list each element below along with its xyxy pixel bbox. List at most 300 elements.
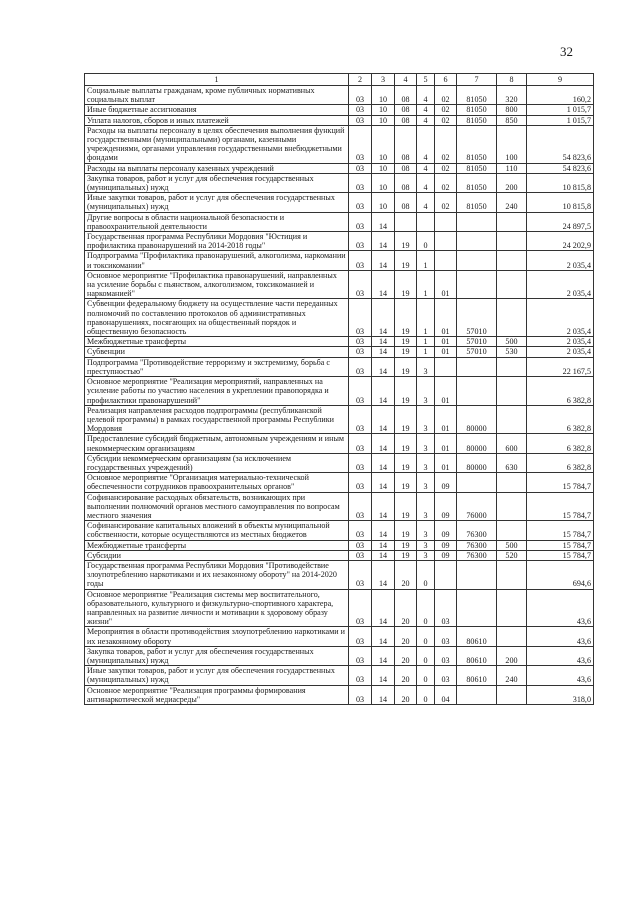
subprogram-code-cell [435, 560, 457, 589]
subprogram-code-cell: 03 [435, 589, 457, 627]
subprogram-code-cell [435, 232, 457, 251]
subsection-code-cell: 19 [395, 405, 417, 434]
section-code-cell: 14 [372, 434, 395, 453]
program-code-cell: 3 [417, 492, 435, 521]
amount-cell: 318,0 [527, 685, 594, 704]
target-article-cell: 80610 [457, 666, 497, 685]
column-header: 2 [349, 74, 372, 86]
table-row [85, 193, 594, 212]
column-header: 5 [417, 74, 435, 86]
subprogram-code-cell: 02 [435, 163, 457, 173]
section-code-cell: 10 [372, 105, 395, 115]
table-row [85, 560, 594, 589]
program-code-cell: 4 [417, 115, 435, 125]
target-article-cell: 57010 [457, 299, 497, 337]
expense-name-cell: Социальные выплаты гражданам, кроме публичных нормативных социальных выплат [85, 86, 349, 105]
subprogram-code-cell: 02 [435, 173, 457, 192]
target-article-cell: 81050 [457, 173, 497, 192]
expense-type-cell [497, 232, 527, 251]
section-code-cell: 14 [372, 357, 395, 376]
subprogram-code-cell [435, 212, 457, 231]
expense-type-cell: 240 [497, 193, 527, 212]
amount-cell: 24 897,5 [527, 212, 594, 231]
target-article-cell: 81050 [457, 86, 497, 105]
subprogram-code-cell: 03 [435, 666, 457, 685]
program-code-cell: 3 [417, 453, 435, 472]
expense-name-cell: Подпрограмма "Противодействие терроризму и экстремизму, борьба с преступностью" [85, 357, 349, 376]
subsection-code-cell: 20 [395, 666, 417, 685]
target-article-cell: 81050 [457, 125, 497, 163]
ministry-code-cell: 03 [349, 337, 372, 347]
expense-name-cell: Субсидии некоммерческим организациям (за исключением государственных учреждений) [85, 453, 349, 472]
subprogram-code-cell [435, 251, 457, 270]
subprogram-code-cell: 01 [435, 405, 457, 434]
amount-cell: 2 035,4 [527, 270, 594, 299]
subsection-code-cell: 19 [395, 473, 417, 492]
target-article-cell: 76300 [457, 521, 497, 540]
expense-name-cell: Предоставление субсидий бюджетным, автономным учреждениям и иным некоммерческим организациям [85, 434, 349, 453]
subprogram-code-cell: 02 [435, 105, 457, 115]
expense-type-cell [497, 589, 527, 627]
amount-cell: 10 815,8 [527, 193, 594, 212]
amount-cell: 54 823,6 [527, 125, 594, 163]
ministry-code-cell: 03 [349, 646, 372, 665]
program-code-cell: 4 [417, 86, 435, 105]
subprogram-code-cell: 01 [435, 434, 457, 453]
subsection-code-cell: 19 [395, 347, 417, 357]
amount-cell: 24 202,9 [527, 232, 594, 251]
table-row [85, 105, 594, 115]
target-article-cell: 81050 [457, 105, 497, 115]
target-article-cell [457, 589, 497, 627]
table-row [85, 173, 594, 192]
amount-cell: 15 784,7 [527, 492, 594, 521]
program-code-cell: 4 [417, 193, 435, 212]
column-header: 8 [497, 74, 527, 86]
section-code-cell: 14 [372, 232, 395, 251]
section-code-cell: 14 [372, 560, 395, 589]
subprogram-code-cell: 01 [435, 453, 457, 472]
expense-name-cell: Субвенции федеральному бюджету на осуществление части переданных полномочий по составлению протоколов об административных правонарушениях, посягающих на общественный порядок и общественную безопасность [85, 299, 349, 337]
subprogram-code-cell: 03 [435, 627, 457, 646]
expense-name-cell: Основное мероприятие "Реализация программы формирования антинаркотической медиасреды" [85, 685, 349, 704]
subsection-code-cell: 08 [395, 105, 417, 115]
amount-cell: 6 382,8 [527, 453, 594, 472]
program-code-cell: 4 [417, 125, 435, 163]
budget-table [84, 73, 594, 705]
amount-cell: 1 015,7 [527, 105, 594, 115]
expense-name-cell: Государственная программа Республики Мордовия "Юстиция и профилактика правонарушений на 2014-2018 годы" [85, 232, 349, 251]
expense-name-cell: Основное мероприятие "Реализация системы мер воспитательного, образовательного, культурного и физкультурно-спортивного характера, направленных на развитие личности и мотивации к здоровому образу жизни" [85, 589, 349, 627]
expense-type-cell: 520 [497, 550, 527, 560]
table-row [85, 115, 594, 125]
program-code-cell [417, 212, 435, 231]
page-number: 32 [560, 44, 573, 59]
expense-type-cell: 500 [497, 540, 527, 550]
table-row [85, 666, 594, 685]
column-header: 1 [85, 74, 349, 86]
target-article-cell [457, 212, 497, 231]
expense-name-cell: Основное мероприятие "Реализация мероприятий, направленных на усиление работы по участию населения в укреплении правопорядка и профилактики правонарушений" [85, 377, 349, 406]
section-code-cell: 10 [372, 86, 395, 105]
expense-name-cell: Закупка товаров, работ и услуг для обеспечения государственных (муниципальных) нужд [85, 646, 349, 665]
subsection-code-cell: 08 [395, 193, 417, 212]
program-code-cell: 3 [417, 521, 435, 540]
target-article-cell: 80610 [457, 627, 497, 646]
section-code-cell: 14 [372, 270, 395, 299]
subsection-code-cell: 19 [395, 377, 417, 406]
expense-name-cell: Межбюджетные трансферты [85, 337, 349, 347]
target-article-cell: 80000 [457, 453, 497, 472]
expense-type-cell: 100 [497, 125, 527, 163]
table-row [85, 453, 594, 472]
ministry-code-cell: 03 [349, 347, 372, 357]
subsection-code-cell: 19 [395, 357, 417, 376]
ministry-code-cell: 03 [349, 193, 372, 212]
amount-cell: 694,6 [527, 560, 594, 589]
ministry-code-cell: 03 [349, 473, 372, 492]
expense-type-cell: 630 [497, 453, 527, 472]
ministry-code-cell: 03 [349, 299, 372, 337]
amount-cell: 43,6 [527, 589, 594, 627]
subsection-code-cell: 19 [395, 232, 417, 251]
subsection-code-cell [395, 212, 417, 231]
section-code-cell: 14 [372, 666, 395, 685]
section-code-cell: 14 [372, 521, 395, 540]
target-article-cell: 57010 [457, 337, 497, 347]
ministry-code-cell: 03 [349, 540, 372, 550]
expense-type-cell: 240 [497, 666, 527, 685]
table-row [85, 685, 594, 704]
program-code-cell: 1 [417, 299, 435, 337]
program-code-cell: 1 [417, 270, 435, 299]
section-code-cell: 14 [372, 589, 395, 627]
program-code-cell: 3 [417, 540, 435, 550]
target-article-cell: 80610 [457, 646, 497, 665]
subprogram-code-cell: 01 [435, 347, 457, 357]
program-code-cell: 3 [417, 357, 435, 376]
section-code-cell: 14 [372, 251, 395, 270]
amount-cell: 160,2 [527, 86, 594, 105]
target-article-cell: 80000 [457, 405, 497, 434]
target-article-cell [457, 685, 497, 704]
target-article-cell: 81050 [457, 163, 497, 173]
expense-name-cell: Субсидии [85, 550, 349, 560]
section-code-cell: 14 [372, 299, 395, 337]
program-code-cell: 0 [417, 560, 435, 589]
table-header-row [85, 74, 594, 86]
table-row [85, 377, 594, 406]
expense-name-cell: Софинансирование капитальных вложений в объекты муниципальной собственности, которые осуществляются из местных бюджетов [85, 521, 349, 540]
target-article-cell [457, 270, 497, 299]
section-code-cell: 14 [372, 405, 395, 434]
amount-cell: 43,6 [527, 646, 594, 665]
table-row [85, 163, 594, 173]
subprogram-code-cell: 09 [435, 492, 457, 521]
ministry-code-cell: 03 [349, 377, 372, 406]
amount-cell: 15 784,7 [527, 550, 594, 560]
expense-name-cell: Реализация направления расходов подпрограммы (республиканской целевой программы) в рамках государственной программы Республики Мордовия [85, 405, 349, 434]
expense-type-cell: 800 [497, 105, 527, 115]
subsection-code-cell: 19 [395, 550, 417, 560]
section-code-cell: 10 [372, 125, 395, 163]
target-article-cell [457, 473, 497, 492]
program-code-cell: 0 [417, 646, 435, 665]
target-article-cell: 81050 [457, 193, 497, 212]
subsection-code-cell: 20 [395, 685, 417, 704]
ministry-code-cell: 03 [349, 627, 372, 646]
ministry-code-cell: 03 [349, 105, 372, 115]
subsection-code-cell: 19 [395, 299, 417, 337]
ministry-code-cell: 03 [349, 163, 372, 173]
expense-name-cell: Уплата налогов, сборов и иных платежей [85, 115, 349, 125]
table-row [85, 357, 594, 376]
expense-name-cell: Субвенции [85, 347, 349, 357]
table-row [85, 521, 594, 540]
expense-type-cell [497, 377, 527, 406]
table-row [85, 540, 594, 550]
target-article-cell: 57010 [457, 347, 497, 357]
expense-type-cell [497, 251, 527, 270]
subprogram-code-cell: 09 [435, 473, 457, 492]
subsection-code-cell: 19 [395, 492, 417, 521]
program-code-cell: 3 [417, 434, 435, 453]
expense-name-cell: Межбюджетные трансферты [85, 540, 349, 550]
amount-cell: 15 784,7 [527, 521, 594, 540]
amount-cell: 15 784,7 [527, 540, 594, 550]
program-code-cell: 3 [417, 473, 435, 492]
expense-type-cell [497, 560, 527, 589]
table-row [85, 212, 594, 231]
table-row [85, 232, 594, 251]
expense-type-cell: 200 [497, 646, 527, 665]
amount-cell: 6 382,8 [527, 405, 594, 434]
subprogram-code-cell: 03 [435, 646, 457, 665]
section-code-cell: 14 [372, 540, 395, 550]
expense-type-cell [497, 357, 527, 376]
expense-type-cell: 500 [497, 337, 527, 347]
program-code-cell: 4 [417, 173, 435, 192]
target-article-cell: 81050 [457, 115, 497, 125]
program-code-cell: 0 [417, 666, 435, 685]
table-row [85, 589, 594, 627]
amount-cell: 6 382,8 [527, 377, 594, 406]
section-code-cell: 14 [372, 492, 395, 521]
amount-cell: 22 167,5 [527, 357, 594, 376]
expense-type-cell [497, 521, 527, 540]
expense-name-cell: Мероприятия в области противодействия злоупотреблению наркотиками и их незаконному обороту [85, 627, 349, 646]
target-article-cell [457, 560, 497, 589]
target-article-cell: 76300 [457, 550, 497, 560]
section-code-cell: 10 [372, 193, 395, 212]
expense-type-cell: 200 [497, 173, 527, 192]
column-header: 7 [457, 74, 497, 86]
subsection-code-cell: 19 [395, 251, 417, 270]
program-code-cell: 4 [417, 163, 435, 173]
expense-type-cell: 320 [497, 86, 527, 105]
expense-name-cell: Иные закупки товаров, работ и услуг для обеспечения государственных (муниципальных) нужд [85, 193, 349, 212]
ministry-code-cell: 03 [349, 492, 372, 521]
table-row [85, 337, 594, 347]
amount-cell: 10 815,8 [527, 173, 594, 192]
ministry-code-cell: 03 [349, 115, 372, 125]
subprogram-code-cell: 09 [435, 540, 457, 550]
ministry-code-cell: 03 [349, 212, 372, 231]
ministry-code-cell: 03 [349, 589, 372, 627]
expense-name-cell: Государственная программа Республики Мордовия "Противодействие злоупотреблению наркотиками и их незаконному обороту" на 2014-2020 годы [85, 560, 349, 589]
expense-name-cell: Иные закупки товаров, работ и услуг для обеспечения государственных (муниципальных) нужд [85, 666, 349, 685]
program-code-cell: 1 [417, 337, 435, 347]
ministry-code-cell: 03 [349, 550, 372, 560]
section-code-cell: 14 [372, 212, 395, 231]
subprogram-code-cell: 02 [435, 125, 457, 163]
subprogram-code-cell: 01 [435, 377, 457, 406]
subsection-code-cell: 19 [395, 540, 417, 550]
ministry-code-cell: 03 [349, 270, 372, 299]
section-code-cell: 14 [372, 550, 395, 560]
table-row [85, 347, 594, 357]
column-header: 6 [435, 74, 457, 86]
expense-name-cell: Подпрограмма "Профилактика правонарушений, алкоголизма, наркомании и токсикомании" [85, 251, 349, 270]
amount-cell: 54 823,6 [527, 163, 594, 173]
subprogram-code-cell: 02 [435, 193, 457, 212]
expense-type-cell [497, 685, 527, 704]
subprogram-code-cell: 02 [435, 86, 457, 105]
expense-name-cell: Основное мероприятие "Профилактика правонарушений, направленных на усиление борьбы с пьянством, алкоголизмом, токсикоманией и наркоманией" [85, 270, 349, 299]
program-code-cell: 4 [417, 105, 435, 115]
program-code-cell: 0 [417, 685, 435, 704]
table-row [85, 627, 594, 646]
target-article-cell: 76300 [457, 540, 497, 550]
expense-name-cell: Закупка товаров, работ и услуг для обеспечения государственных (муниципальных) нужд [85, 173, 349, 192]
expense-type-cell: 850 [497, 115, 527, 125]
amount-cell: 6 382,8 [527, 434, 594, 453]
amount-cell: 43,6 [527, 666, 594, 685]
ministry-code-cell: 03 [349, 125, 372, 163]
table-row [85, 299, 594, 337]
expense-name-cell: Другие вопросы в области национальной безопасности и правоохранительной деятельности [85, 212, 349, 231]
table-row [85, 125, 594, 163]
expense-name-cell: Иные бюджетные ассигнования [85, 105, 349, 115]
program-code-cell: 0 [417, 627, 435, 646]
program-code-cell: 3 [417, 550, 435, 560]
subsection-code-cell: 19 [395, 453, 417, 472]
column-header: 3 [372, 74, 395, 86]
section-code-cell: 14 [372, 627, 395, 646]
program-code-cell: 0 [417, 589, 435, 627]
subprogram-code-cell: 01 [435, 270, 457, 299]
ministry-code-cell: 03 [349, 232, 372, 251]
program-code-cell: 3 [417, 405, 435, 434]
expense-type-cell: 530 [497, 347, 527, 357]
expense-type-cell [497, 473, 527, 492]
program-code-cell: 1 [417, 251, 435, 270]
table-row [85, 473, 594, 492]
ministry-code-cell: 03 [349, 86, 372, 105]
expense-type-cell [497, 270, 527, 299]
subprogram-code-cell: 02 [435, 115, 457, 125]
subprogram-code-cell [435, 357, 457, 376]
column-header: 4 [395, 74, 417, 86]
target-article-cell [457, 357, 497, 376]
subprogram-code-cell: 01 [435, 299, 457, 337]
ministry-code-cell: 03 [349, 405, 372, 434]
subsection-code-cell: 20 [395, 646, 417, 665]
subprogram-code-cell: 09 [435, 521, 457, 540]
expense-name-cell: Расходы на выплаты персоналу казенных учреждений [85, 163, 349, 173]
expense-name-cell: Основное мероприятие "Организация материально-технической обеспеченности сотрудников правоохранительных органов" [85, 473, 349, 492]
subsection-code-cell: 20 [395, 560, 417, 589]
subprogram-code-cell: 04 [435, 685, 457, 704]
ministry-code-cell: 03 [349, 357, 372, 376]
subsection-code-cell: 08 [395, 86, 417, 105]
table-row [85, 492, 594, 521]
subsection-code-cell: 19 [395, 434, 417, 453]
subprogram-code-cell: 09 [435, 550, 457, 560]
section-code-cell: 10 [372, 115, 395, 125]
expense-name-cell: Расходы на выплаты персоналу в целях обеспечения выполнения функций государственными (муниципальными) органами, казенными учреждениями, органами управления государственными внебюджетными фондами [85, 125, 349, 163]
table-row [85, 405, 594, 434]
expense-type-cell [497, 405, 527, 434]
section-code-cell: 10 [372, 173, 395, 192]
target-article-cell: 76000 [457, 492, 497, 521]
program-code-cell: 3 [417, 377, 435, 406]
amount-cell: 1 015,7 [527, 115, 594, 125]
target-article-cell [457, 251, 497, 270]
ministry-code-cell: 03 [349, 453, 372, 472]
expense-type-cell: 600 [497, 434, 527, 453]
amount-cell: 2 035,4 [527, 337, 594, 347]
program-code-cell: 1 [417, 347, 435, 357]
subsection-code-cell: 20 [395, 589, 417, 627]
amount-cell: 2 035,4 [527, 299, 594, 337]
subsection-code-cell: 08 [395, 173, 417, 192]
column-header: 9 [527, 74, 594, 86]
subsection-code-cell: 19 [395, 337, 417, 347]
section-code-cell: 14 [372, 337, 395, 347]
subsection-code-cell: 08 [395, 125, 417, 163]
ministry-code-cell: 03 [349, 521, 372, 540]
ministry-code-cell: 03 [349, 685, 372, 704]
subsection-code-cell: 19 [395, 270, 417, 299]
amount-cell: 2 035,4 [527, 251, 594, 270]
program-code-cell: 0 [417, 232, 435, 251]
ministry-code-cell: 03 [349, 666, 372, 685]
subsection-code-cell: 20 [395, 627, 417, 646]
amount-cell: 2 035,4 [527, 347, 594, 357]
section-code-cell: 14 [372, 685, 395, 704]
subprogram-code-cell: 01 [435, 337, 457, 347]
ministry-code-cell: 03 [349, 560, 372, 589]
ministry-code-cell: 03 [349, 434, 372, 453]
table-row [85, 270, 594, 299]
amount-cell: 43,6 [527, 627, 594, 646]
ministry-code-cell: 03 [349, 251, 372, 270]
section-code-cell: 14 [372, 473, 395, 492]
table-row [85, 550, 594, 560]
table-row [85, 251, 594, 270]
expense-type-cell [497, 299, 527, 337]
expense-type-cell [497, 212, 527, 231]
expense-type-cell [497, 627, 527, 646]
section-code-cell: 14 [372, 453, 395, 472]
target-article-cell [457, 377, 497, 406]
subsection-code-cell: 19 [395, 521, 417, 540]
subsection-code-cell: 08 [395, 115, 417, 125]
table-row [85, 434, 594, 453]
table-row [85, 86, 594, 105]
section-code-cell: 14 [372, 646, 395, 665]
